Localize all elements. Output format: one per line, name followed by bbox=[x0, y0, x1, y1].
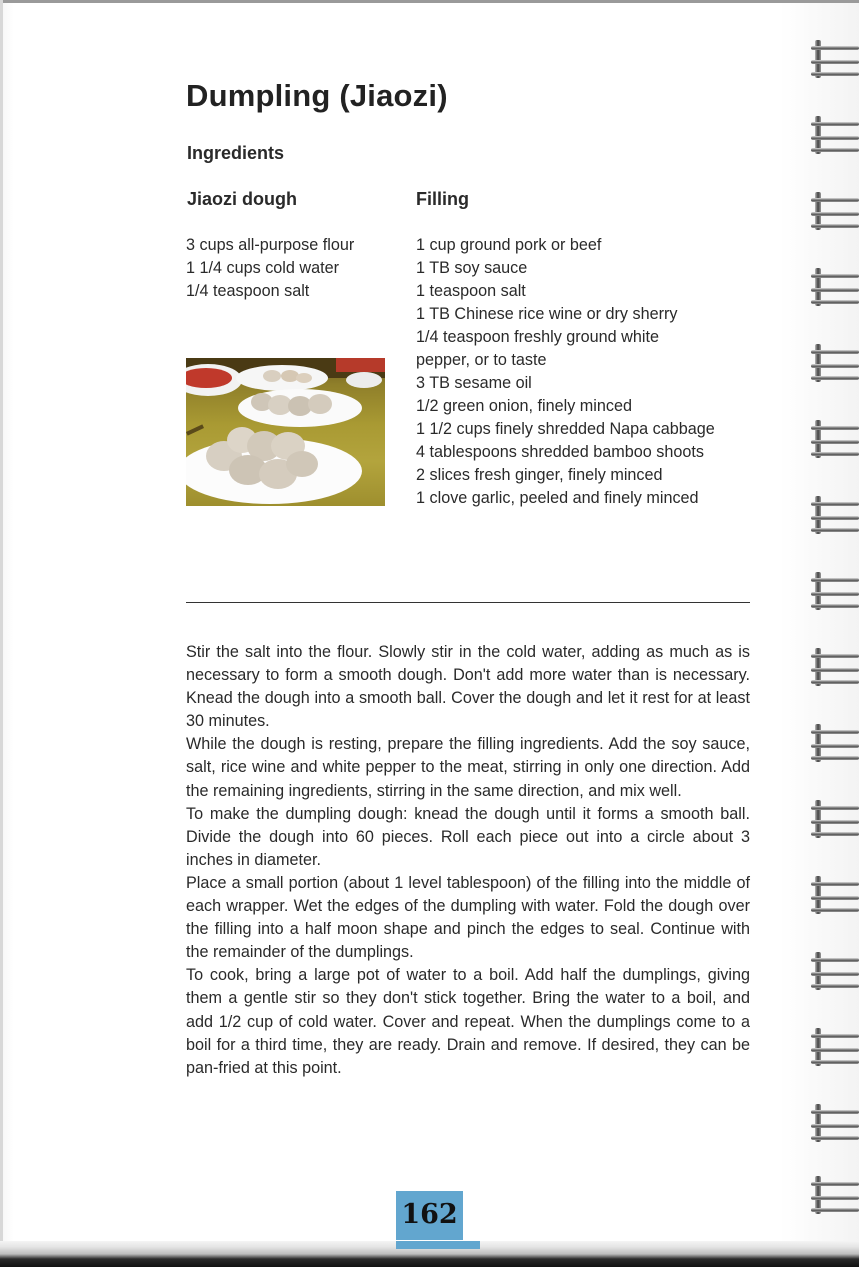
filling-ingredient: 1/2 green onion, finely minced bbox=[416, 397, 632, 415]
binding-ring bbox=[811, 344, 859, 384]
filling-ingredient: 3 TB sesame oil bbox=[416, 374, 532, 392]
binding-ring bbox=[811, 800, 859, 840]
binding-ring bbox=[811, 1104, 859, 1144]
binding-ring bbox=[811, 876, 859, 916]
filling-heading: Filling bbox=[416, 189, 469, 209]
filling-ingredient: 1 1/2 cups finely shredded Napa cabbage bbox=[416, 420, 715, 438]
ingredients-heading: Ingredients bbox=[187, 143, 285, 163]
binding-ring bbox=[811, 116, 859, 156]
instruction-paragraph: Place a small portion (about 1 level tablespoon) of the filling into the middle of each wrapper. Wet the edges of the dumpling with water. Fold the dough over the filling into a half moon shape and pinch the edges to seal. Continue with the remainder of the dumplings. bbox=[186, 873, 750, 962]
filling-ingredient: 1/4 teaspoon freshly ground white pepper, or to taste bbox=[416, 328, 659, 369]
page-top-edge bbox=[0, 0, 859, 3]
instruction-paragraph: To cook, bring a large pot of water to a boil. Add half the dumplings, giving them a gentle stir so they don't stick together. Bring the water to a boil, and add 1/2 cup of cold water. Cover and repeat. When the dumplings come to a boil for a third time, they are ready. Drain and remove. If desired, they can be pan-fried at this point. bbox=[186, 966, 750, 1077]
filling-ingredient: 1 cup ground pork or beef bbox=[416, 236, 602, 254]
instructions bbox=[186, 641, 750, 1080]
binding-ring bbox=[811, 724, 859, 764]
recipe-title: Dumpling (Jiaozi) bbox=[186, 78, 448, 113]
binding-ring bbox=[811, 648, 859, 688]
instruction-paragraph: Stir the salt into the flour. Slowly stir in the cold water, adding as much as is necessary to form a smooth dough. Don't add more water than is necessary. Knead the dough into a smooth ball. Cover the dough and let it rest for at least 30 minutes. bbox=[186, 643, 750, 731]
page-number-tab-edge bbox=[396, 1241, 480, 1249]
page-number: 162 bbox=[396, 1191, 463, 1240]
instruction-paragraph: To make the dumpling dough: knead the dough until it forms a smooth ball. Divide the dough into 60 pieces. Roll each piece out into a circle about 3 inches in diameter. bbox=[186, 804, 750, 869]
dough-ingredient: 3 cups all-purpose flour bbox=[186, 236, 355, 254]
binding-ring bbox=[811, 1028, 859, 1068]
binding-ring bbox=[811, 496, 859, 536]
binding-ring bbox=[811, 192, 859, 232]
dough-heading: Jiaozi dough bbox=[187, 189, 297, 209]
section-divider bbox=[186, 602, 750, 603]
filling-ingredient: 1 TB Chinese rice wine or dry sherry bbox=[416, 305, 678, 323]
spiral-binding bbox=[805, 30, 859, 1230]
filling-ingredient-list bbox=[416, 234, 761, 510]
filling-ingredient: 1 clove garlic, peeled and finely minced bbox=[416, 489, 699, 507]
binding-ring bbox=[811, 1176, 859, 1216]
binding-ring bbox=[811, 572, 859, 612]
instruction-paragraph: While the dough is resting, prepare the filling ingredients. Add the soy sauce, salt, rice wine and white pepper to the meat, stirring in only one direction. Add the remaining ingredients, stirring in the same direction, and mix well. bbox=[186, 735, 750, 800]
dough-ingredient: 1 1/4 cups cold water bbox=[186, 259, 339, 277]
dough-ingredient-list bbox=[186, 234, 401, 303]
binding-ring bbox=[811, 420, 859, 460]
filling-ingredient: 1 TB soy sauce bbox=[416, 259, 528, 277]
dough-ingredient: 1/4 teaspoon salt bbox=[186, 282, 310, 300]
filling-ingredient: 2 slices fresh ginger, finely minced bbox=[416, 466, 663, 484]
filling-ingredient: 1 teaspoon salt bbox=[416, 282, 526, 300]
filling-ingredient: 4 tablespoons shredded bamboo shoots bbox=[416, 443, 704, 461]
dumplings-photo bbox=[186, 358, 385, 506]
binding-ring bbox=[811, 40, 859, 80]
page-left-edge bbox=[0, 0, 3, 1267]
binding-ring bbox=[811, 952, 859, 992]
binding-ring bbox=[811, 268, 859, 308]
